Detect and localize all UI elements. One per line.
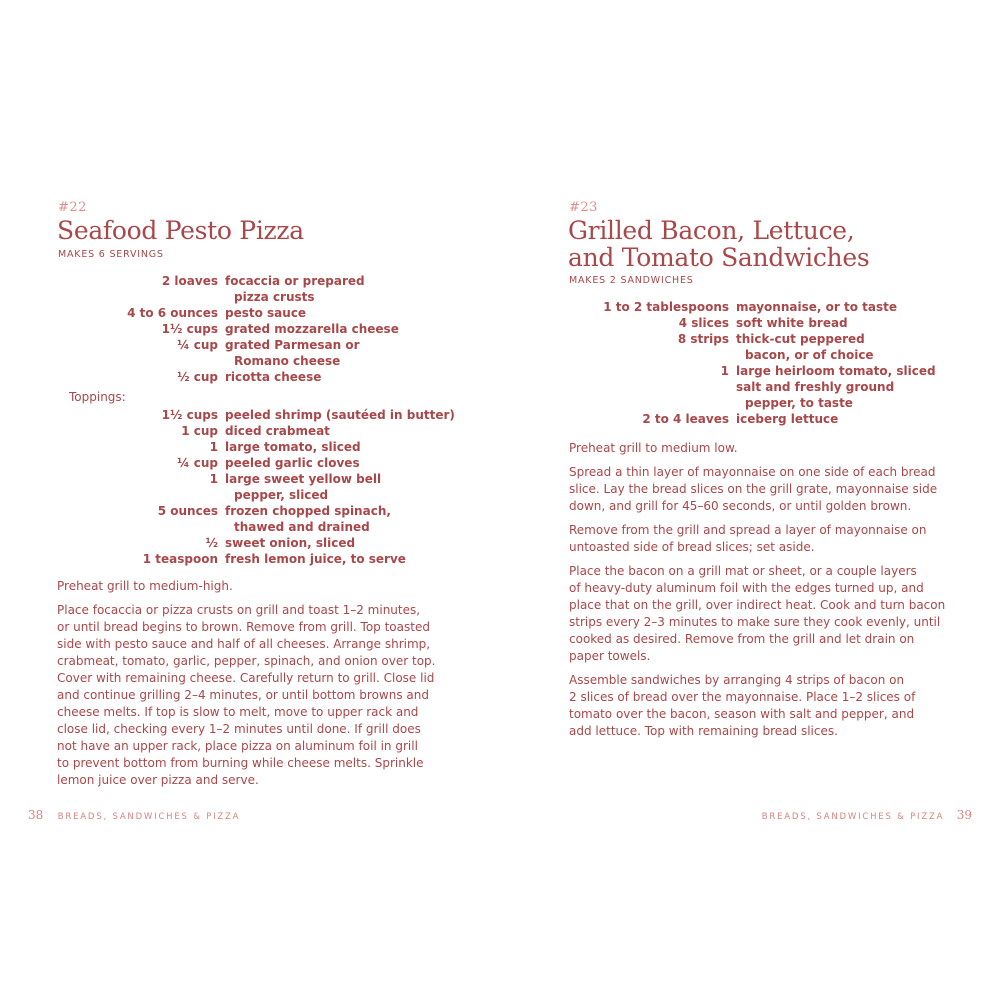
topping-text: large tomato, sliced <box>225 440 361 454</box>
ingredient-row <box>600 411 936 427</box>
topping-row <box>56 423 455 439</box>
instruction-line: and continue grilling 2–4 minutes, or until bottom browns and <box>57 688 429 702</box>
topping-quantity: 1 <box>209 440 218 454</box>
topping-row <box>56 407 455 423</box>
instruction-line: close lid, checking every 1–2 minutes until done. If grill does <box>57 722 421 736</box>
ingredient-quantity: 2 to 4 leaves <box>642 412 729 426</box>
topping-row <box>56 455 455 471</box>
ingredient-row <box>56 305 455 321</box>
ingredient-text: large heirloom tomato, sliced <box>736 364 936 378</box>
instruction-line: Spread a thin layer of mayonnaise on one side of each bread <box>569 465 936 479</box>
ingredient-text: ricotta cheese <box>225 370 322 384</box>
instruction-line: crabmeat, tomato, garlic, pepper, spinach, and onion over top. <box>57 654 436 668</box>
instruction-line: side with pesto sauce and half of all cheeses. Arrange shrimp, <box>57 637 431 651</box>
instruction-paragraph <box>569 464 945 515</box>
instruction-line: untoasted side of bread slices; set aside. <box>569 540 815 554</box>
ingredient-row <box>56 337 455 369</box>
ingredient-quantity: 4 slices <box>678 316 729 330</box>
ingredient-quantity: 1 to 2 tablespoons <box>603 300 729 314</box>
instruction-line: paper towels. <box>569 649 651 663</box>
instruction-line: or until bread begins to brown. Remove from grill. Top toasted <box>57 620 430 634</box>
recipe-title-line: Seafood Pesto Pizza <box>57 216 304 245</box>
instruction-line: cooked as desired. Remove from the grill and let drain on <box>569 632 915 646</box>
topping-text: diced crabmeat <box>225 424 330 438</box>
recipe-title-line: and Tomato Sandwiches <box>568 243 870 272</box>
ingredient-row <box>56 321 455 337</box>
recipe-yield: MAKES 2 SANDWICHES <box>569 275 694 286</box>
instruction-line: place that on the grill, over indirect heat. Cook and turn bacon <box>569 598 946 612</box>
instruction-line: slice. Lay the bread slices on the grill grate, mayonnaise side <box>569 482 938 496</box>
page-footer <box>762 808 972 822</box>
section-title: BREADS, SANDWICHES & PIZZA <box>57 812 241 822</box>
instruction-line: Preheat grill to medium low. <box>569 441 738 455</box>
instruction-paragraph <box>57 578 436 595</box>
ingredient-text: salt and freshly ground <box>736 380 895 394</box>
ingredient-quantity: 1 <box>720 364 729 378</box>
topping-text: frozen chopped spinach, <box>225 504 391 518</box>
ingredient-text: bacon, or of choice <box>745 348 874 362</box>
topping-quantity: 1 <box>209 472 218 486</box>
instruction-line: Cover with remaining cheese. Carefully return to grill. Close lid <box>57 671 435 685</box>
instruction-paragraph <box>569 522 945 556</box>
ingredient-row <box>600 315 936 331</box>
topping-quantity: ½ <box>205 536 218 550</box>
instruction-line: 2 slices of bread over the mayonnaise. Place 1–2 slices of <box>569 690 916 704</box>
ingredient-row <box>600 379 936 411</box>
topping-text: peeled garlic cloves <box>225 456 360 470</box>
ingredient-list <box>600 299 936 427</box>
recipe-number: #22 <box>58 200 87 215</box>
topping-quantity: ¼ cup <box>177 456 218 470</box>
ingredient-quantity: ½ cup <box>177 370 218 384</box>
ingredient-text: grated mozzarella cheese <box>225 322 399 336</box>
ingredient-quantity <box>600 379 736 411</box>
instructions <box>569 440 945 747</box>
recipe-title-line: Grilled Bacon, Lettuce, <box>568 216 855 245</box>
topping-quantity: 1 cup <box>181 424 218 438</box>
recipe-yield: MAKES 6 SERVINGS <box>58 249 164 260</box>
ingredient-text: iceberg lettuce <box>736 412 839 426</box>
right-page <box>500 0 1000 1000</box>
ingredient-text: pizza crusts <box>234 290 315 304</box>
ingredient-row <box>56 369 455 385</box>
recipe-number: #23 <box>569 200 598 215</box>
instruction-paragraph <box>57 602 436 789</box>
page-number: 38 <box>28 808 44 822</box>
ingredient-quantity: 1½ cups <box>161 322 218 336</box>
ingredient-row <box>600 299 936 315</box>
ingredient-text: soft white bread <box>736 316 848 330</box>
ingredient-quantity: 8 strips <box>677 332 729 346</box>
ingredient-text: Romano cheese <box>234 354 341 368</box>
ingredient-quantity: 4 to 6 ounces <box>127 306 218 320</box>
toppings-label: Toppings: <box>69 390 126 404</box>
recipe-title <box>568 217 869 271</box>
instruction-line: to prevent bottom from burning while cheese melts. Sprinkle <box>57 756 424 770</box>
instruction-line: Assemble sandwiches by arranging 4 strips of bacon on <box>569 673 905 687</box>
topping-row <box>56 551 455 567</box>
ingredient-quantity: 2 loaves <box>161 274 218 288</box>
topping-row <box>56 503 455 535</box>
instruction-line: of heavy-duty aluminum foil with the edges turned up, and <box>569 581 924 595</box>
instruction-line: cheese melts. If top is slow to melt, move to upper rack and <box>57 705 419 719</box>
topping-quantity: 5 ounces <box>157 504 218 518</box>
instruction-paragraph <box>569 440 945 457</box>
page-number: 39 <box>956 808 972 822</box>
ingredient-text: grated Parmesan or <box>225 338 360 352</box>
topping-row <box>56 471 455 503</box>
page-footer <box>28 808 240 822</box>
recipe-title <box>57 217 304 244</box>
instructions <box>57 578 436 796</box>
instruction-line: strips every 2–3 minutes to make sure they cook evenly, until <box>569 615 941 629</box>
instruction-line: Remove from the grill and spread a layer of mayonnaise on <box>569 523 927 537</box>
instruction-line: lemon juice over pizza and serve. <box>57 773 259 787</box>
ingredient-text: mayonnaise, or to taste <box>736 300 897 314</box>
instruction-line: Place focaccia or pizza crusts on grill and toast 1–2 minutes, <box>57 603 421 617</box>
instruction-line: Preheat grill to medium-high. <box>57 579 233 593</box>
instruction-line: not have an upper rack, place pizza on aluminum foil in grill <box>57 739 418 753</box>
ingredient-row <box>56 273 455 305</box>
topping-quantity: 1½ cups <box>161 408 218 422</box>
ingredient-row <box>600 331 936 363</box>
ingredient-text: pepper, to taste <box>745 396 853 410</box>
topping-text: pepper, sliced <box>234 488 329 502</box>
ingredient-text: thick-cut peppered <box>736 332 865 346</box>
topping-text: fresh lemon juice, to serve <box>225 552 406 566</box>
ingredient-text: pesto sauce <box>225 306 307 320</box>
ingredient-quantity: ¼ cup <box>177 338 218 352</box>
ingredient-row <box>600 363 936 379</box>
topping-quantity: 1 teaspoon <box>142 552 218 566</box>
instruction-line: Place the bacon on a grill mat or sheet, or a couple layers <box>569 564 917 578</box>
topping-row <box>56 535 455 551</box>
topping-text: large sweet yellow bell <box>225 472 382 486</box>
instruction-line: add lettuce. Top with remaining bread slices. <box>569 724 838 738</box>
instruction-paragraph <box>569 563 945 665</box>
ingredient-list <box>56 273 455 567</box>
topping-text: thawed and drained <box>234 520 370 534</box>
instruction-paragraph <box>569 672 945 740</box>
section-title: BREADS, SANDWICHES & PIZZA <box>761 812 945 822</box>
topping-text: sweet onion, sliced <box>225 536 356 550</box>
topping-row <box>56 439 455 455</box>
instruction-line: down, and grill for 45–60 seconds, or until golden brown. <box>569 499 912 513</box>
topping-text: peeled shrimp (sautéed in butter) <box>225 408 455 422</box>
ingredient-text: focaccia or prepared <box>225 274 365 288</box>
instruction-line: tomato over the bacon, season with salt and pepper, and <box>569 707 915 721</box>
